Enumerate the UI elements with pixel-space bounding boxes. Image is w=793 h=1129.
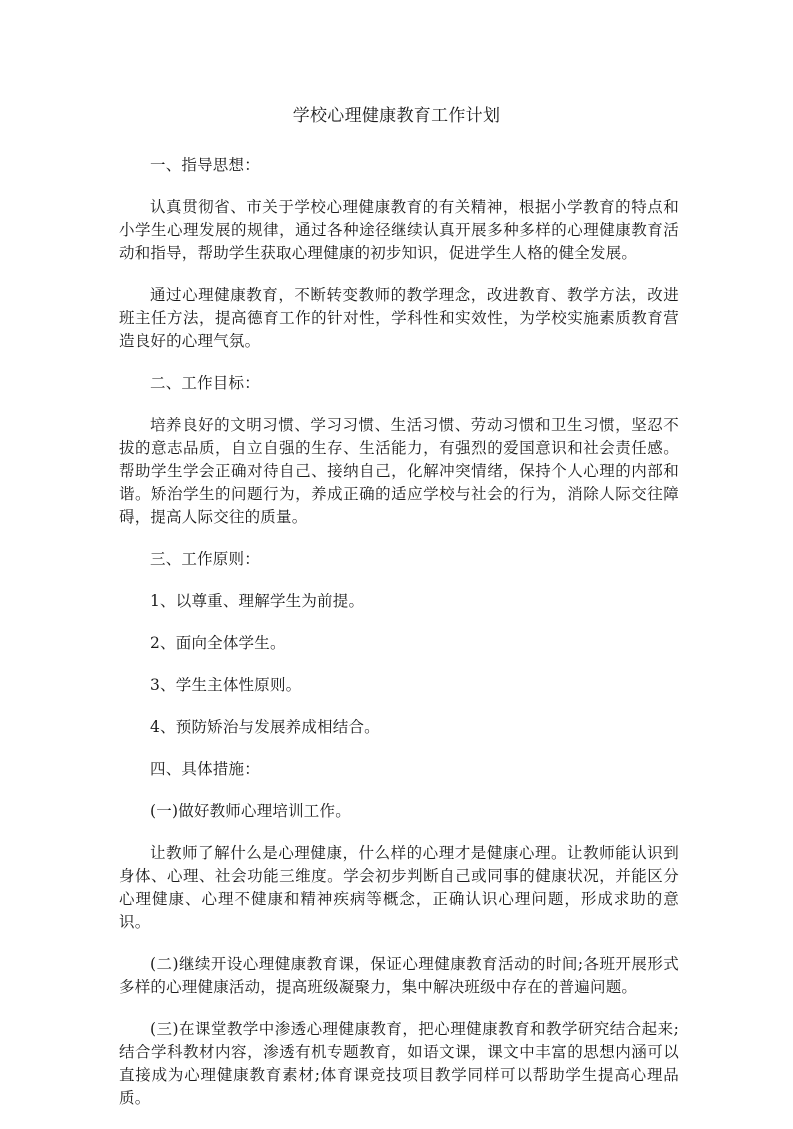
- section-heading-specific-measures: 四、具体措施：: [150, 760, 260, 778]
- document-body: [119, 154, 679, 1129]
- section-heading-work-principles: 三、工作原则：: [150, 550, 260, 568]
- principle-item: 3、学生主体性原则。: [150, 676, 302, 694]
- principle-item: 1、以尊重、理解学生为前提。: [150, 592, 365, 610]
- paragraph: (二)继续开设心理健康教育课，保证心理健康教育活动的时间;各班开展形式多样的心理健康活动，提高班级凝聚力，集中解决班级中存在的普遍问题。: [119, 955, 679, 996]
- paragraph: 认真贯彻省、市关于学校心理健康教育的有关精神，根据小学教育的特点和小学生心理发展的规律，通过各种途径继续认真开展多种多样的心理健康教育活动和指导，帮助学生获取心理健康的初步知识，促进学生人格的健全发展。: [119, 198, 679, 262]
- paragraph: 培养良好的文明习惯、学习习惯、生活习惯、劳动习惯和卫生习惯，坚忍不拔的意志品质，自立自强的生存、生活能力，有强烈的爱国意识和社会责任感。帮助学生学会正确对待自己、接纳自己，化解冲突情绪，保持个人心理的内部和谐。矫治学生的问题行为，养成正确的适应学校与社会的行为，消除人际交往障碍，提高人际交往的质量。: [119, 416, 679, 526]
- measure-subheading: (一)做好教师心理培训工作。: [150, 802, 351, 820]
- principle-item: 2、面向全体学生。: [150, 634, 286, 652]
- paragraph: 通过心理健康教育，不断转变教师的教学理念，改进教育、教学方法，改进班主任方法，提高德育工作的针对性，学科性和实效性，为学校实施素质教育营造良好的心理气氛。: [119, 286, 679, 350]
- section-heading-guiding-ideology: 一、指导思想：: [150, 156, 260, 174]
- paragraph: (三)在课堂教学中渗透心理健康教育，把心理健康教育和教学研究结合起来;结合学科教材内容，渗透有机专题教育，如语文课，课文中丰富的思想内涵可以直接成为心理健康教育素材;体育课竞技项目教学同样可以帮助学生提高心理品质。: [119, 1020, 679, 1107]
- paragraph: 让教师了解什么是心理健康，什么样的心理才是健康心理。让教师能认识到身体、心理、社会功能三维度。学会初步判断自己或同事的健康状况，并能区分心理健康、心理不健康和精神疾病等概念，正确认识心理问题，形成求助的意识。: [119, 844, 679, 931]
- principle-item: 4、预防矫治与发展养成相结合。: [150, 718, 380, 736]
- section-heading-work-goals: 二、工作目标：: [150, 374, 260, 392]
- document-title: 学校心理健康教育工作计划: [292, 106, 501, 126]
